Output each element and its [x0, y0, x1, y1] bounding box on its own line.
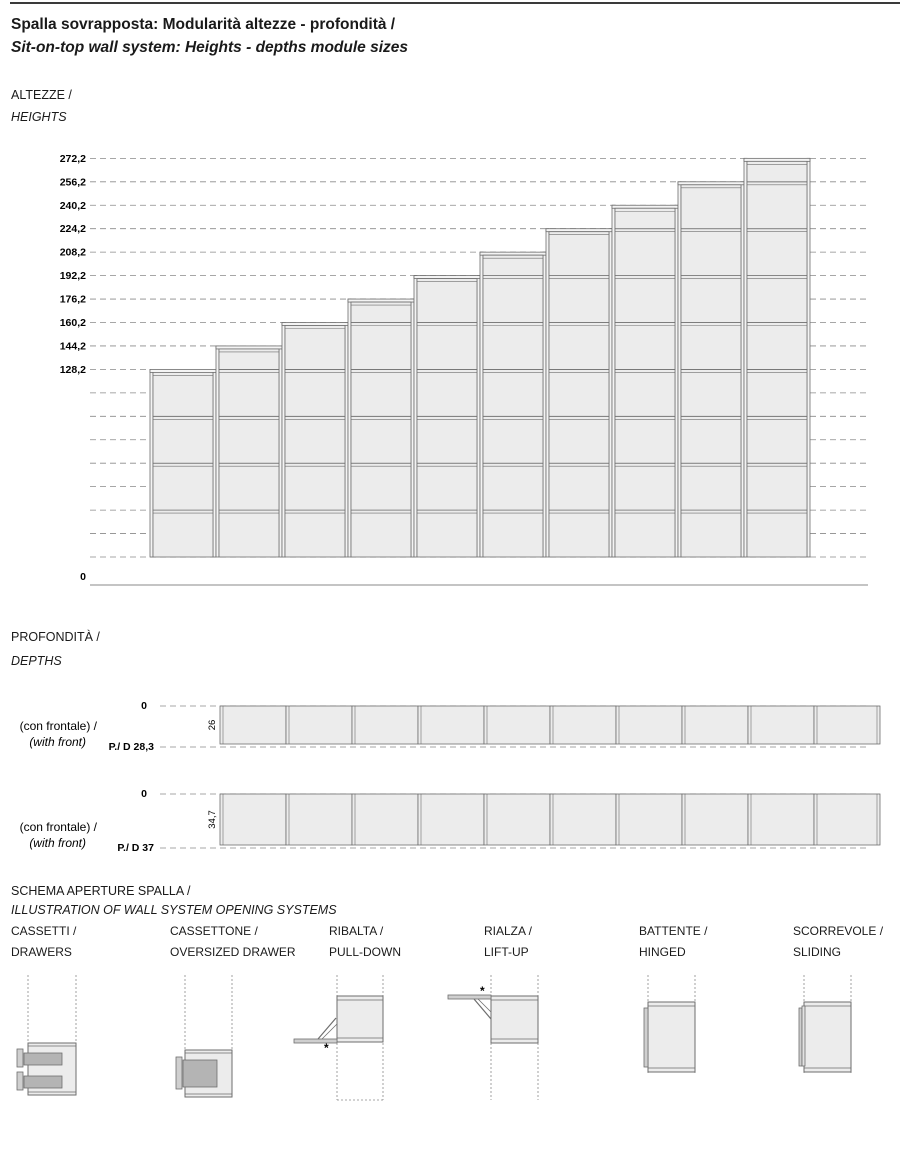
height-module [747, 323, 807, 370]
openings-section-title: SCHEMA APERTURE SPALLA / [11, 884, 191, 898]
height-module [483, 369, 543, 416]
height-module [549, 323, 609, 370]
depth-module [682, 794, 748, 845]
height-module [351, 369, 411, 416]
height-module [483, 323, 543, 370]
depth-module [682, 706, 748, 744]
depth-module [748, 706, 814, 744]
height-module [417, 279, 477, 323]
opening-label-oversized-it: CASSETTONE / [170, 924, 258, 938]
drawers-icon [17, 975, 76, 1095]
height-level-label: 240,2 [59, 199, 86, 212]
height-module [681, 185, 741, 229]
depths-section-title: PROFONDITÀ / [11, 630, 100, 644]
depth-row [20, 700, 880, 753]
height-column [216, 346, 282, 557]
height-module [615, 369, 675, 416]
height-column [546, 229, 612, 557]
height-column [744, 158, 810, 557]
height-module [417, 416, 477, 463]
height-column [480, 252, 546, 557]
pull-down-icon [294, 975, 383, 1100]
height-module [285, 416, 345, 463]
height-module [747, 229, 807, 276]
height-module [417, 463, 477, 510]
height-module [285, 369, 345, 416]
height-level-label: 208,2 [59, 246, 86, 259]
depth-module [550, 706, 616, 744]
height-module [351, 463, 411, 510]
height-module [615, 276, 675, 323]
height-module [351, 323, 411, 370]
height-module [417, 510, 477, 557]
height-column [150, 369, 216, 557]
height-module [483, 276, 543, 323]
height-module [219, 510, 279, 557]
heights-section-title: ALTEZZE / [11, 88, 72, 102]
height-module [549, 416, 609, 463]
height-module [549, 369, 609, 416]
height-module [153, 416, 213, 463]
height-module [153, 510, 213, 557]
page-title: Spalla sovrapposta: Modularità altezze - profondità / [11, 16, 396, 33]
height-column [282, 323, 348, 558]
depth-module [550, 794, 616, 845]
opening-label-drawers-it: CASSETTI / [11, 924, 77, 938]
opening-label-hinged-en: HINGED [639, 945, 686, 959]
height-module [681, 276, 741, 323]
depth-module [814, 706, 880, 744]
height-module [285, 510, 345, 557]
height-columns [150, 158, 810, 557]
height-module [219, 369, 279, 416]
heights-chart [60, 153, 868, 585]
lift-up-asterisk: * [480, 984, 485, 998]
depth-module [418, 706, 484, 744]
height-module [615, 416, 675, 463]
height-module [681, 510, 741, 557]
height-module [747, 416, 807, 463]
height-module [417, 323, 477, 370]
height-level-labels [60, 153, 86, 376]
depth-dimension-label: 26 [207, 719, 218, 731]
depth-dimension-label: 34,7 [207, 810, 218, 829]
height-module [747, 276, 807, 323]
depth-module [220, 706, 286, 744]
height-module [747, 510, 807, 557]
height-module [615, 323, 675, 370]
height-module [681, 463, 741, 510]
depth-module [286, 706, 352, 744]
height-level-label: 128,2 [59, 363, 86, 376]
hinged-icon [644, 975, 695, 1075]
depth-module [352, 706, 418, 744]
depth-module [484, 794, 550, 845]
depth-module [484, 706, 550, 744]
height-module [219, 463, 279, 510]
height-module [549, 232, 609, 276]
height-module [681, 416, 741, 463]
height-module [681, 323, 741, 370]
with-front-label-en: (with front) [29, 836, 86, 850]
height-module [285, 326, 345, 370]
height-level-label: 256,2 [59, 176, 86, 189]
depth-zero-label: 0 [141, 788, 147, 800]
oversized-drawer-icon [176, 975, 232, 1097]
heights-section-subtitle: HEIGHTS [11, 110, 67, 124]
height-module [285, 463, 345, 510]
opening-label-liftup-it: RIALZA / [484, 924, 533, 938]
height-module [615, 463, 675, 510]
height-module [483, 510, 543, 557]
opening-label-hinged-it: BATTENTE / [639, 924, 708, 938]
height-zero-label: 0 [80, 571, 86, 583]
depth-value-label: P./ D 28,3 [108, 741, 154, 753]
height-module [615, 510, 675, 557]
height-module [549, 276, 609, 323]
height-column [612, 205, 678, 557]
depth-module [616, 794, 682, 845]
depth-module [418, 794, 484, 845]
with-front-label-it: (con frontale) / [19, 820, 97, 834]
depth-module [748, 794, 814, 845]
height-module [747, 369, 807, 416]
height-module [351, 510, 411, 557]
opening-label-drawers-en: DRAWERS [11, 945, 72, 959]
with-front-label-en: (with front) [29, 735, 86, 749]
height-module [153, 372, 213, 416]
height-module [351, 416, 411, 463]
height-level-label: 224,2 [59, 223, 86, 236]
depth-module [814, 794, 880, 845]
lift-up-icon [448, 975, 538, 1100]
height-level-label: 176,2 [59, 293, 86, 306]
height-module [549, 510, 609, 557]
depth-module [616, 706, 682, 744]
height-module [483, 463, 543, 510]
height-column [414, 276, 480, 557]
opening-label-sliding-it: SCORREVOLE / [793, 924, 884, 938]
sliding-icon [799, 975, 851, 1075]
height-column [348, 299, 414, 557]
opening-label-pulldown-it: RIBALTA / [329, 924, 384, 938]
opening-label-sliding-en: SLIDING [793, 945, 842, 959]
depth-value-label: P./ D 37 [117, 842, 154, 854]
height-module [417, 369, 477, 416]
height-module [681, 229, 741, 276]
height-level-label: 144,2 [59, 340, 86, 353]
height-column [678, 182, 744, 557]
depth-zero-label: 0 [141, 700, 147, 712]
depth-row [20, 788, 880, 854]
opening-label-oversized-en: OVERSIZED DRAWER [170, 945, 296, 959]
height-level-label: 272,2 [59, 152, 86, 165]
height-level-label: 192,2 [59, 270, 86, 283]
depth-module [352, 794, 418, 845]
height-module [549, 463, 609, 510]
page-subtitle: Sit-on-top wall system: Heights - depths module sizes [11, 39, 409, 56]
height-module [483, 416, 543, 463]
opening-label-pulldown-en: PULL-DOWN [329, 945, 402, 959]
with-front-label-it: (con frontale) / [19, 719, 97, 733]
depth-rows [20, 700, 880, 854]
opening-label-liftup-en: LIFT-UP [484, 945, 529, 959]
depth-module [220, 794, 286, 845]
openings-section-subtitle: ILLUSTRATION OF WALL SYSTEM OPENING SYSTEMS [11, 903, 337, 917]
height-module [747, 182, 807, 229]
depths-section-subtitle: DEPTHS [11, 654, 62, 668]
depth-module [286, 794, 352, 845]
height-module [681, 369, 741, 416]
height-module [747, 463, 807, 510]
height-module [219, 416, 279, 463]
height-module [153, 463, 213, 510]
height-level-label: 160,2 [59, 317, 86, 329]
pull-down-asterisk: * [324, 1041, 329, 1055]
height-module [615, 229, 675, 276]
